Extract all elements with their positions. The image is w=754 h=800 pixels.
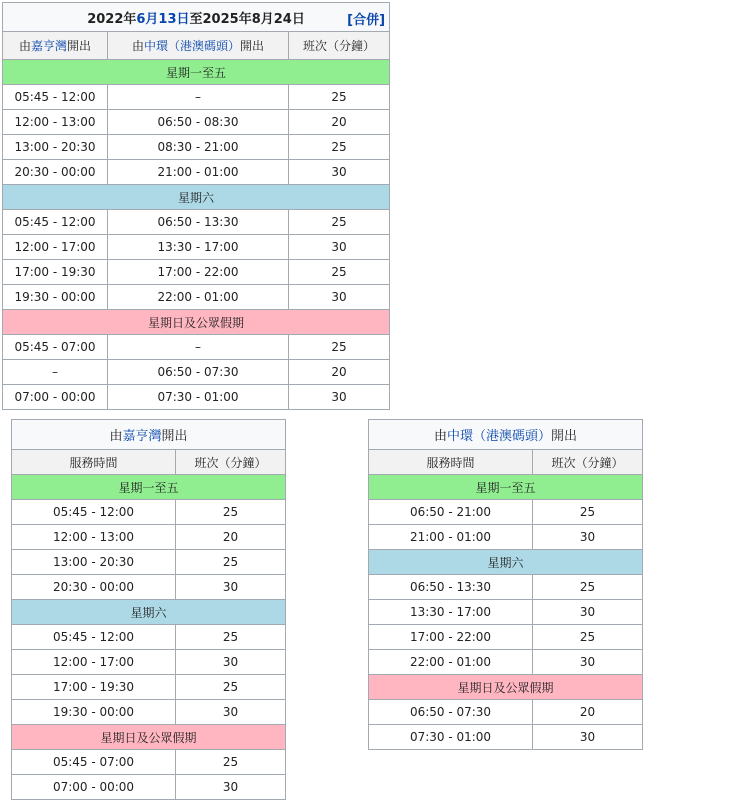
cell: 06:50 - 21:00 xyxy=(369,500,533,525)
table-row xyxy=(369,700,643,725)
cell: 21:00 - 01:00 xyxy=(369,525,533,550)
title-range: 至2025年8月24日 xyxy=(189,11,305,27)
merge-link[interactable]: [合併] xyxy=(347,13,386,28)
cell: 25 xyxy=(289,210,390,235)
cell: 06:50 - 13:30 xyxy=(108,210,289,235)
cell: 08:30 - 21:00 xyxy=(108,135,289,160)
title-year: 2022年 xyxy=(87,11,137,27)
cell: 20 xyxy=(289,360,390,385)
cell: – xyxy=(108,335,289,360)
cell: – xyxy=(108,85,289,110)
cell: 25 xyxy=(289,260,390,285)
cell: 30 xyxy=(533,725,643,750)
cell: 07:30 - 01:00 xyxy=(108,385,289,410)
cell: 25 xyxy=(176,750,286,775)
cell: 06:50 - 07:30 xyxy=(108,360,289,385)
cell: 05:45 - 12:00 xyxy=(12,625,176,650)
table-row xyxy=(369,575,643,600)
table-row xyxy=(369,725,643,750)
cell: 17:00 - 19:30 xyxy=(3,260,108,285)
section-saturday: 星期六 xyxy=(12,600,286,625)
cell: 30 xyxy=(289,385,390,410)
section-holiday: 星期日及公眾假期 xyxy=(369,675,643,700)
table-row xyxy=(3,360,390,385)
section-weekday: 星期一至五 xyxy=(12,475,286,500)
cell: 20 xyxy=(533,700,643,725)
cell: 20 xyxy=(176,525,286,550)
cell: – xyxy=(3,360,108,385)
cell: 20:30 - 00:00 xyxy=(3,160,108,185)
table-row xyxy=(12,525,286,550)
section-holiday: 星期日及公眾假期 xyxy=(12,725,286,750)
table-row xyxy=(12,575,286,600)
table-row xyxy=(3,110,390,135)
table-row xyxy=(3,235,390,260)
col-text: 開出 xyxy=(240,39,265,53)
cell: 12:00 - 17:00 xyxy=(12,650,176,675)
table-row xyxy=(369,650,643,675)
combined-timetable-title xyxy=(3,3,390,32)
cell: 06:50 - 13:30 xyxy=(369,575,533,600)
title-text: 由 xyxy=(433,429,447,444)
cell: 07:30 - 01:00 xyxy=(369,725,533,750)
cell: 20:30 - 00:00 xyxy=(12,575,176,600)
cell: 30 xyxy=(176,700,286,725)
cell: 30 xyxy=(176,775,286,800)
central-pier-link[interactable]: 中環（港澳碼頭） xyxy=(447,429,552,444)
title-text: 開出 xyxy=(551,429,578,444)
central-timetable-title xyxy=(369,420,643,450)
cell: 25 xyxy=(176,500,286,525)
col-text: 開出 xyxy=(67,39,92,53)
cell: 25 xyxy=(533,575,643,600)
table-row xyxy=(3,135,390,160)
section-saturday: 星期六 xyxy=(3,185,390,210)
cell: 21:00 - 01:00 xyxy=(108,160,289,185)
column-header-frequency: 班次（分鐘） xyxy=(533,450,643,475)
column-header-from-discovery-bay xyxy=(3,32,108,60)
cell: 17:00 - 19:30 xyxy=(12,675,176,700)
cell: 30 xyxy=(289,285,390,310)
section-weekday: 星期一至五 xyxy=(3,60,390,85)
cell: 25 xyxy=(176,550,286,575)
section-saturday: 星期六 xyxy=(369,550,643,575)
cell: 30 xyxy=(533,600,643,625)
cell: 13:30 - 17:00 xyxy=(369,600,533,625)
cell: 13:00 - 20:30 xyxy=(12,550,176,575)
table-row xyxy=(3,385,390,410)
cell: 30 xyxy=(533,525,643,550)
column-header-frequency: 班次（分鐘） xyxy=(176,450,286,475)
table-row xyxy=(369,600,643,625)
table-row xyxy=(12,500,286,525)
discovery-bay-timetable-title xyxy=(12,420,286,450)
table-row xyxy=(369,525,643,550)
cell: 25 xyxy=(533,500,643,525)
column-header-from-central xyxy=(108,32,289,60)
cell: 07:00 - 00:00 xyxy=(3,385,108,410)
cell: 05:45 - 12:00 xyxy=(3,210,108,235)
table-row xyxy=(12,775,286,800)
title-text: 開出 xyxy=(161,429,188,444)
cell: 12:00 - 17:00 xyxy=(3,235,108,260)
table-row xyxy=(3,285,390,310)
cell: 05:45 - 07:00 xyxy=(3,335,108,360)
cell: 30 xyxy=(289,160,390,185)
cell: 25 xyxy=(289,135,390,160)
cell: 12:00 - 13:00 xyxy=(3,110,108,135)
discovery-bay-link[interactable]: 嘉亨灣 xyxy=(122,429,162,444)
cell: 19:30 - 00:00 xyxy=(12,700,176,725)
discovery-bay-timetable xyxy=(11,419,286,800)
table-row xyxy=(369,625,643,650)
cell: 07:00 - 00:00 xyxy=(12,775,176,800)
combined-timetable xyxy=(2,2,390,410)
cell: 25 xyxy=(176,675,286,700)
table-row xyxy=(3,335,390,360)
cell: 13:30 - 17:00 xyxy=(108,235,289,260)
cell: 25 xyxy=(289,335,390,360)
table-row xyxy=(369,500,643,525)
table-row xyxy=(12,675,286,700)
cell: 30 xyxy=(533,650,643,675)
table-row xyxy=(3,260,390,285)
cell: 12:00 - 13:00 xyxy=(12,525,176,550)
cell: 06:50 - 08:30 xyxy=(108,110,289,135)
column-header-service-time: 服務時間 xyxy=(12,450,176,475)
cell: 05:45 - 12:00 xyxy=(12,500,176,525)
title-date-link[interactable]: 6月13日 xyxy=(136,11,190,27)
cell: 13:00 - 20:30 xyxy=(3,135,108,160)
column-header-frequency: 班次（分鐘） xyxy=(289,32,390,60)
col-text: 由 xyxy=(131,39,144,53)
table-row xyxy=(3,85,390,110)
table-row xyxy=(12,550,286,575)
discovery-bay-link[interactable]: 嘉亨灣 xyxy=(30,39,67,53)
cell: 05:45 - 07:00 xyxy=(12,750,176,775)
cell: 25 xyxy=(289,85,390,110)
column-header-service-time: 服務時間 xyxy=(369,450,533,475)
cell: 22:00 - 01:00 xyxy=(108,285,289,310)
col-text: 由 xyxy=(18,39,31,53)
section-holiday: 星期日及公眾假期 xyxy=(3,310,390,335)
table-row xyxy=(3,160,390,185)
cell: 06:50 - 07:30 xyxy=(369,700,533,725)
table-row xyxy=(12,625,286,650)
cell: 30 xyxy=(289,235,390,260)
cell: 19:30 - 00:00 xyxy=(3,285,108,310)
central-timetable xyxy=(368,419,643,750)
table-row xyxy=(12,650,286,675)
cell: 30 xyxy=(176,650,286,675)
cell: 20 xyxy=(289,110,390,135)
title-text: 由 xyxy=(109,429,123,444)
cell: 22:00 - 01:00 xyxy=(369,650,533,675)
cell: 05:45 - 12:00 xyxy=(3,85,108,110)
central-pier-link[interactable]: 中環（港澳碼頭） xyxy=(143,39,240,53)
cell: 30 xyxy=(176,575,286,600)
cell: 17:00 - 22:00 xyxy=(369,625,533,650)
table-row xyxy=(12,750,286,775)
cell: 17:00 - 22:00 xyxy=(108,260,289,285)
table-row xyxy=(12,700,286,725)
table-row xyxy=(3,210,390,235)
cell: 25 xyxy=(176,625,286,650)
cell: 25 xyxy=(533,625,643,650)
section-weekday: 星期一至五 xyxy=(369,475,643,500)
